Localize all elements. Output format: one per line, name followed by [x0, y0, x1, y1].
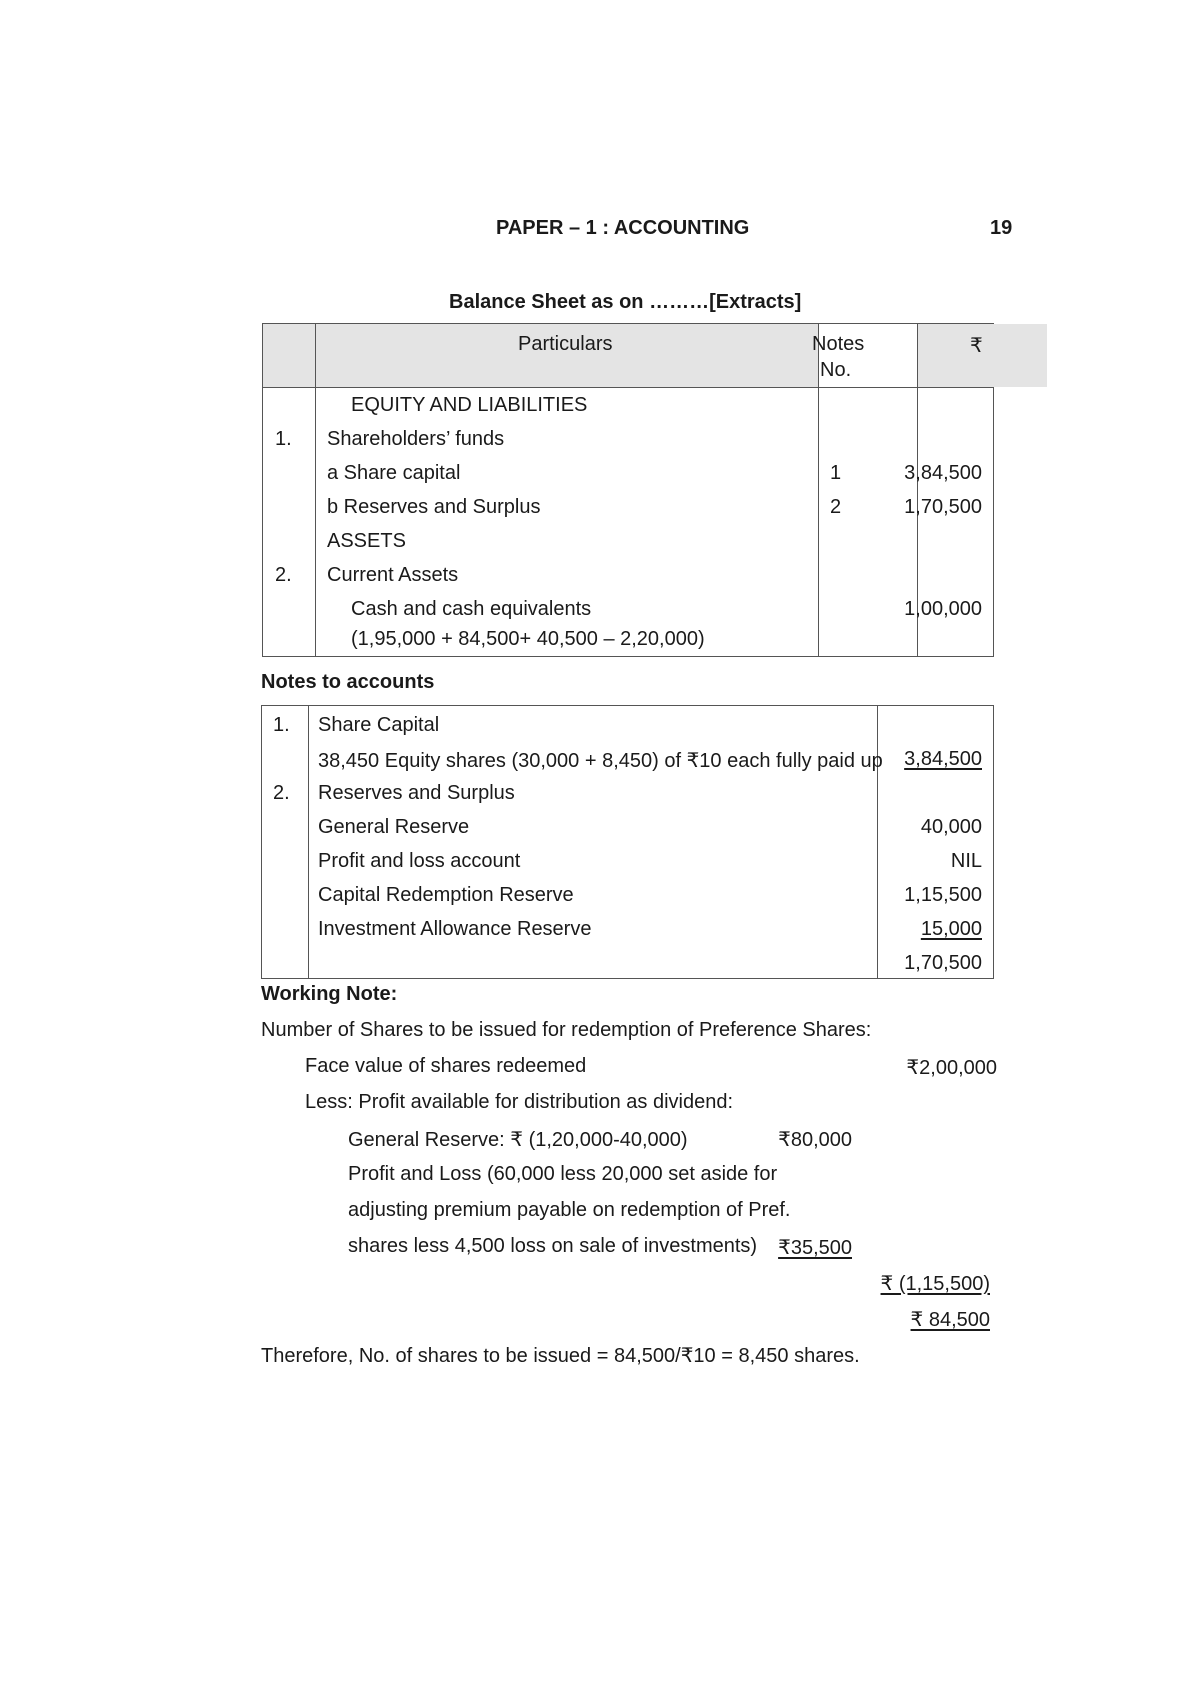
note-number: 1. [273, 714, 290, 736]
notes-title: Notes to accounts [261, 671, 435, 693]
capital-redemption-amount: 1,15,500 [904, 884, 982, 906]
face-value-label: Face value of shares redeemed [305, 1055, 587, 1077]
reserves-note-heading: Reserves and Surplus [318, 782, 515, 804]
page-number: 19 [990, 217, 1013, 239]
working-note-intro: Number of Shares to be issued for redemption of Preference Shares: [261, 1019, 872, 1041]
profit-loss-calc-line2: adjusting premium payable on redemption of Pref. [348, 1199, 791, 1221]
header-shade-particulars [316, 324, 1047, 387]
page-title: PAPER – 1 : ACCOUNTING [496, 217, 750, 239]
assets-heading: ASSETS [327, 530, 406, 552]
profit-loss-calc-amount-value: ₹35,500 [778, 1237, 852, 1259]
reserves-surplus-amount: 1,70,500 [904, 496, 982, 518]
share-capital-note: 1 [830, 462, 842, 484]
investment-allowance-label: Investment Allowance Reserve [318, 918, 592, 940]
row-number: 2. [275, 564, 292, 586]
header-divider [263, 387, 993, 388]
col-header-particulars: Particulars [518, 333, 613, 355]
note-number: 2. [273, 782, 290, 804]
col-header-amount: ₹ [970, 335, 983, 357]
general-reserve-calc-label: General Reserve: ₹ (1,20,000-40,000) [348, 1129, 688, 1151]
share-capital-note-heading: Share Capital [318, 714, 440, 736]
cash-equivalents-label: Cash and cash equivalents [351, 598, 592, 620]
profit-loss-calc-amount [740, 1235, 852, 1260]
deduction-total [850, 1271, 990, 1296]
face-value-amount: ₹2,00,000 [906, 1057, 997, 1079]
cash-equivalents-detail: (1,95,000 + 84,500+ 40,500 – 2,20,000) [351, 628, 705, 650]
header-shade-num [263, 324, 315, 387]
deduction-total-value: ₹ (1,15,500) [880, 1273, 990, 1295]
notes-col-divider-num [308, 706, 309, 978]
share-capital-amount: 3,84,500 [904, 462, 982, 484]
col-divider-notes [818, 324, 819, 656]
reserves-surplus-label: b Reserves and Surplus [327, 496, 541, 518]
row-number: 1. [275, 428, 292, 450]
less-profit-label: Less: Profit available for distribution as dividend: [305, 1091, 734, 1113]
profit-loss-calc-line1: Profit and Loss (60,000 less 20,000 set aside for [348, 1163, 778, 1185]
net-amount [850, 1307, 990, 1332]
cash-equivalents-amount: 1,00,000 [904, 598, 982, 620]
working-note-title: Working Note: [261, 983, 398, 1005]
conclusion-line: Therefore, No. of shares to be issued = 84,500/₹10 = 8,450 shares. [261, 1345, 860, 1367]
investment-allowance-amount-value: 15,000 [920, 918, 982, 940]
profit-loss-label: Profit and loss account [318, 850, 521, 872]
reserves-total-amount: 1,70,500 [904, 952, 982, 974]
current-assets-label: Current Assets [327, 564, 459, 586]
equity-liabilities-heading: EQUITY AND LIABILITIES [351, 394, 588, 416]
net-amount-value: ₹ 84,500 [910, 1309, 990, 1331]
shareholders-funds-label: Shareholders’ funds [327, 428, 505, 450]
equity-shares-amount [880, 748, 982, 771]
balance-sheet-title: Balance Sheet as on ………[Extracts] [449, 291, 802, 313]
col-header-notes: Notes [812, 333, 865, 355]
general-reserve-label: General Reserve [318, 816, 470, 838]
equity-shares-amount-value: 3,84,500 [904, 748, 982, 770]
notes-col-divider-amount [877, 706, 878, 978]
profit-loss-amount: NIL [950, 850, 982, 872]
share-capital-label: a Share capital [327, 462, 461, 484]
reserves-surplus-note: 2 [830, 496, 842, 518]
general-reserve-amount: 40,000 [920, 816, 982, 838]
investment-allowance-amount [880, 918, 982, 941]
equity-shares-line: 38,450 Equity shares (30,000 + 8,450) of ₹10 each fully paid up [318, 750, 883, 772]
general-reserve-calc-amount: ₹80,000 [778, 1129, 852, 1151]
col-divider-num [315, 324, 316, 656]
capital-redemption-label: Capital Redemption Reserve [318, 884, 574, 906]
profit-loss-calc-line3: shares less 4,500 loss on sale of investments) [348, 1235, 758, 1257]
col-header-notes-no: No. [820, 359, 852, 381]
